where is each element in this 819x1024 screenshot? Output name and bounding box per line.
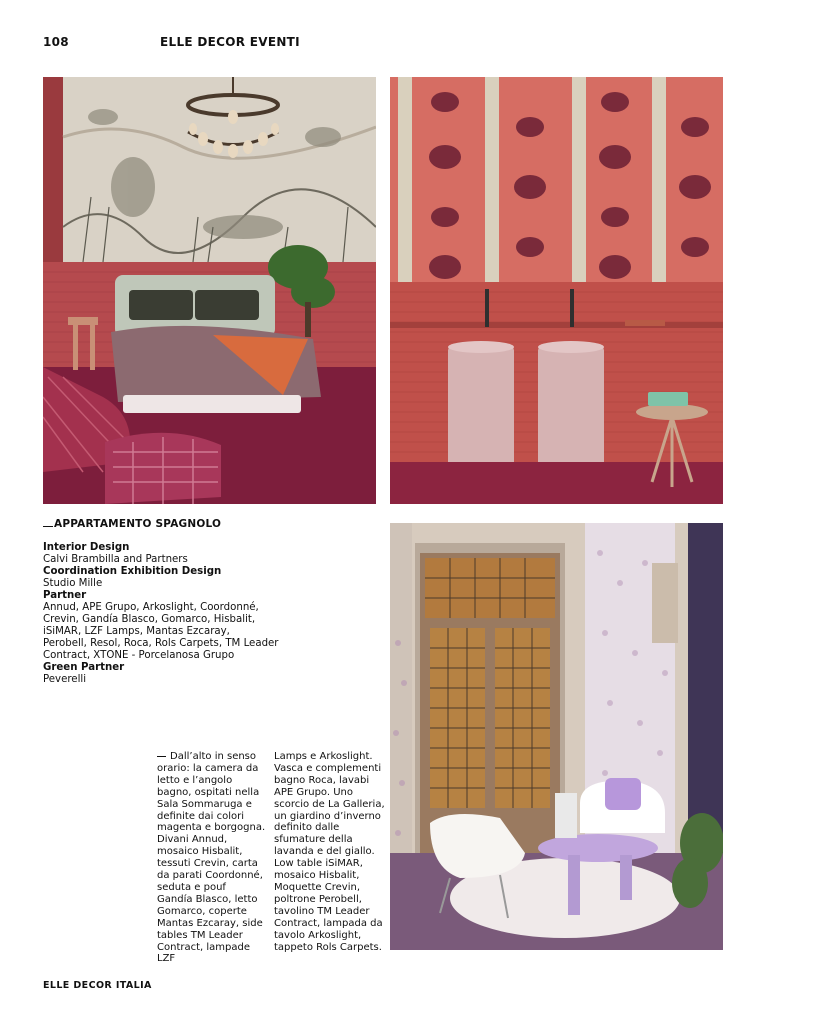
caption-line: Moquette Crevin, — [274, 881, 360, 893]
lounge-photo — [390, 523, 723, 950]
caption-line: letto e l’angolo — [157, 774, 233, 786]
caption-line: mosaico Hisbalit, — [157, 846, 243, 858]
partner-line: Perobell, Resol, Roca, Rols Carpets, TM Leader — [43, 638, 279, 649]
partner-line: Annud, APE Grupo, Arkoslight, Coordonné, — [43, 602, 259, 613]
caption-line: orario: la camera da — [157, 762, 259, 774]
page-number: 108 — [43, 35, 69, 49]
partner-line: Crevin, Gandía Blasco, Gomarco, Hisbalit, — [43, 614, 256, 625]
caption-line: poltrone Perobell, — [274, 893, 362, 905]
caption-column-1 — [157, 751, 269, 965]
caption-line: Sala Sommaruga e — [157, 798, 252, 810]
caption-line: Vasca e complementi — [274, 762, 382, 774]
caption-line: tavolo Arkoslight, — [274, 929, 362, 941]
caption-line: scorcio de La Galleria, — [274, 798, 385, 810]
caption-line: magenta e borgogna. — [157, 822, 266, 834]
interior-design-value: Calvi Brambilla and Partners — [43, 554, 188, 565]
caption-line: tables TM Leader — [157, 929, 243, 941]
caption-line: Contract, lampada da — [274, 917, 383, 929]
caption-line: mosaico Hisbalit, — [274, 870, 360, 882]
caption-line: Gandía Blasco, letto — [157, 893, 258, 905]
caption-line: lavanda e del giallo. — [274, 846, 375, 858]
coordination-label: Coordination Exhibition Design — [43, 566, 222, 577]
caption-line: tavolino TM Leader — [274, 905, 370, 917]
interior-design-label: Interior Design — [43, 542, 130, 553]
footer-magazine-name: ELLE DECOR ITALIA — [43, 980, 152, 991]
partner-line: iSiMAR, LZF Lamps, Mantas Ezcaray, — [43, 626, 230, 637]
green-partner-value: Peverelli — [43, 674, 87, 685]
caption-line: bagno Roca, lavabi — [274, 774, 370, 786]
caption-line: tessuti Crevin, carta — [157, 858, 258, 870]
partner-line: Contract, XTONE - Porcelanosa Grupo — [43, 650, 235, 661]
coordination-value: Studio Mille — [43, 578, 103, 589]
credits-title: APPARTAMENTO SPAGNOLO — [43, 518, 343, 530]
partner-label: Partner — [43, 590, 87, 601]
section-title: ELLE DECOR EVENTI — [160, 35, 300, 49]
bedroom-photo — [43, 77, 376, 504]
caption-line: Gomarco, coperte — [157, 905, 247, 917]
caption-line: da parati Coordonné, — [157, 870, 263, 882]
caption-column-2 — [274, 751, 386, 953]
caption-line: Dall’alto in senso — [170, 751, 257, 762]
caption-line: tappeto Rols Carpets. — [274, 941, 382, 953]
credits-block — [43, 518, 343, 686]
caption-line: un giardino d’inverno — [274, 810, 381, 822]
caption-line: Contract, lampade LZF — [157, 941, 250, 965]
caption-line: Low table iSiMAR, — [274, 858, 363, 870]
caption-line: APE Grupo. Uno — [274, 786, 353, 798]
caption-line: Divani Annud, — [157, 834, 228, 846]
green-partner-label: Green Partner — [43, 662, 125, 673]
caption-line: seduta e pouf — [157, 881, 226, 893]
caption-line: bagno, ospitati nella — [157, 786, 260, 798]
caption-line: Lamps e Arkoslight. — [274, 751, 373, 762]
caption-line: definite dai colori — [157, 810, 245, 822]
caption-line: sfumature della — [274, 834, 353, 846]
caption-line: definito dalle — [274, 822, 340, 834]
caption-line: Mantas Ezcaray, side — [157, 917, 263, 929]
title-dash — [43, 526, 53, 527]
bathroom-photo — [390, 77, 723, 504]
caption-dash — [157, 756, 166, 757]
